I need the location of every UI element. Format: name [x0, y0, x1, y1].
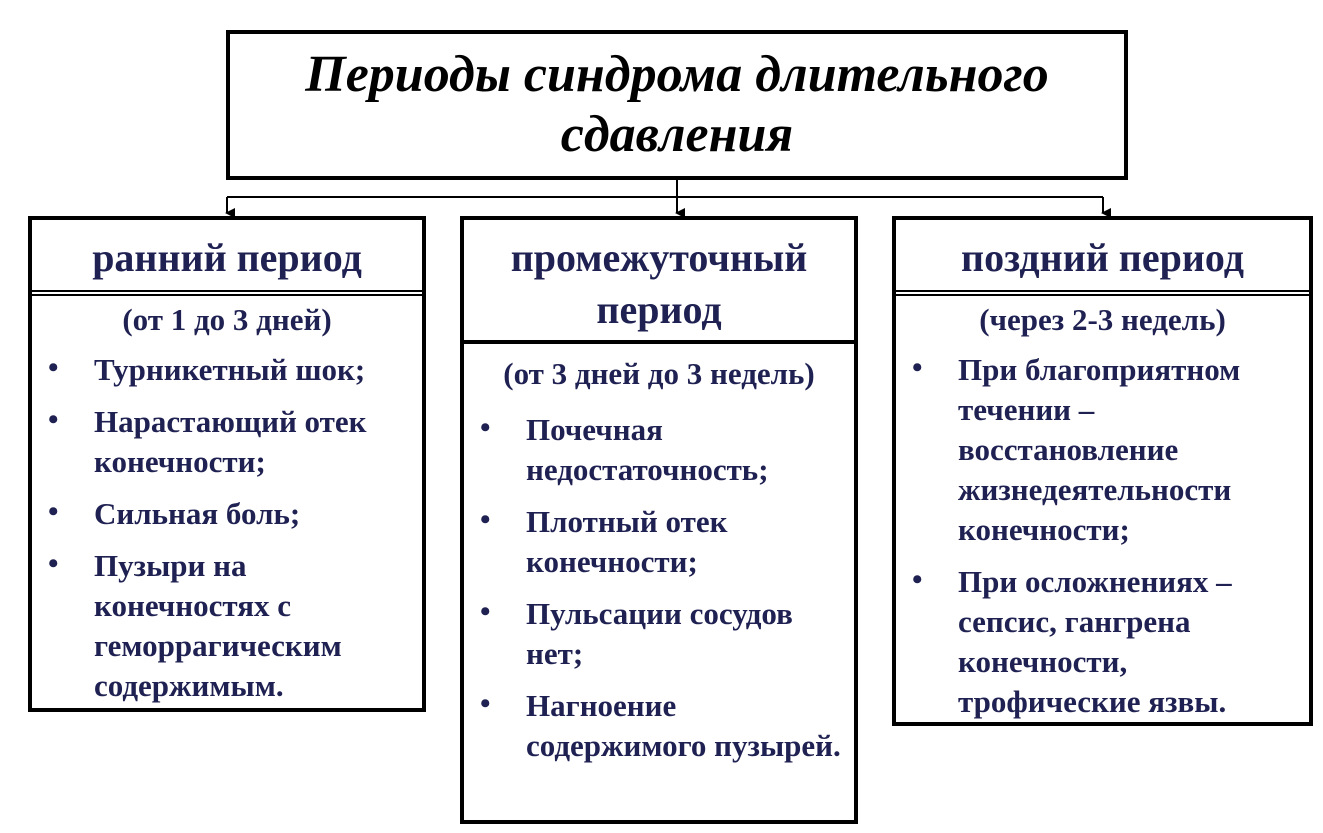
list-item: • Нагноение содержимого пузырей. — [480, 687, 841, 763]
period-duration: (через 2-3 недель) — [979, 302, 1226, 337]
period-heading: промежуточный период — [464, 220, 854, 344]
list-item: • Пузыри на конечностях с геморрагическим содержимым. — [48, 547, 342, 703]
bullet-icon: • — [480, 411, 491, 444]
symptom-list — [48, 350, 414, 718]
bullet-icon: • — [480, 595, 491, 628]
list-item: • Сильная боль; — [48, 495, 301, 531]
bullet-icon: • — [48, 547, 59, 580]
list-item: • Турникетный шок; — [48, 351, 366, 387]
symptom-list — [912, 350, 1303, 734]
diagram-title: Периоды синдрома длительного сдавления — [305, 46, 1049, 163]
list-item: • При благоприятном течении – восстановление жизнедеятельности конечности; — [912, 351, 1241, 547]
title-box — [226, 30, 1128, 180]
list-item: • Пульсации сосудов нет; — [480, 595, 793, 671]
symptom-list — [480, 410, 846, 778]
bullet-icon: • — [912, 563, 923, 596]
list-item: • Нарастающий отек конечности; — [48, 403, 367, 479]
bullet-icon: • — [48, 495, 59, 528]
bullet-icon: • — [48, 403, 59, 436]
list-item: • Почечная недостаточность; — [480, 411, 769, 487]
period-heading: поздний период — [896, 220, 1309, 296]
list-item: • При осложнениях – сепсис, гангрена конечности, трофические язвы. — [912, 563, 1232, 719]
period-duration: (от 3 дней до 3 недель) — [503, 356, 815, 391]
period-heading: ранний период — [32, 220, 422, 296]
bullet-icon: • — [48, 351, 59, 384]
list-item: • Плотный отек конечности; — [480, 503, 728, 579]
bullet-icon: • — [480, 503, 491, 536]
period-box-late — [892, 216, 1313, 726]
bullet-icon: • — [480, 687, 491, 720]
bullet-icon: • — [912, 351, 923, 384]
period-duration: (от 1 до 3 дней) — [122, 302, 332, 337]
period-box-early — [28, 216, 426, 712]
period-box-intermediate — [460, 216, 858, 824]
